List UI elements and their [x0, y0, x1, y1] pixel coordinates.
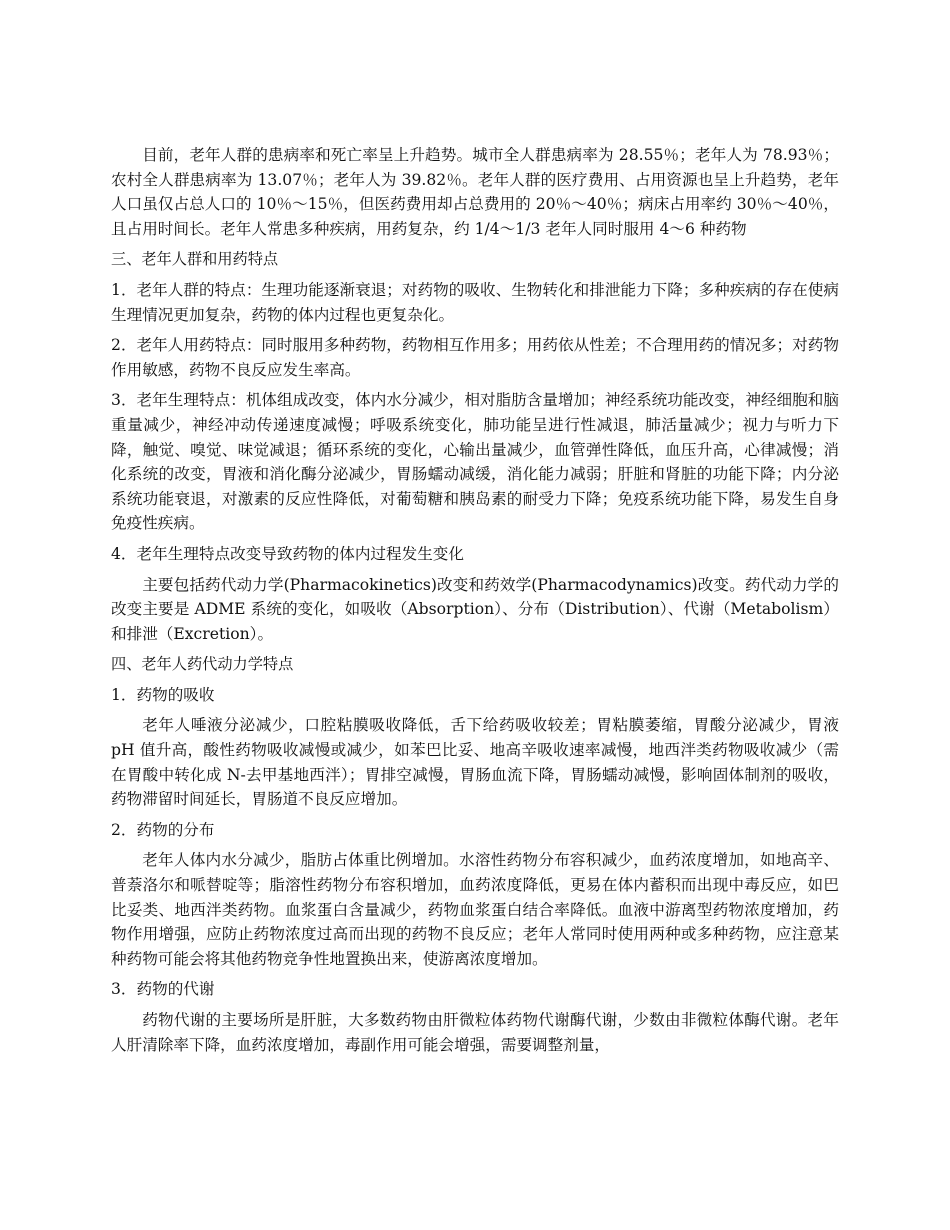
subheading-distribution: 2．药物的分布	[111, 820, 215, 839]
document-page	[111, 143, 839, 1063]
paragraph-physiology-traits: 3．老年生理特点：机体组成改变，体内水分减少，相对脂肪含量增加；神经系统功能改变，神经细胞和脑重量减少，神经冲动传递速度减慢；呼吸系统变化，肺功能呈进行性减退，肺活量减少；视力与听力下降，触觉、嗅觉、味觉减退；循环系统的变化，心输出量减少，血管弹性降低，血压升高，心律减慢；消化系统的改变，胃液和消化酶分泌减少，胃肠蠕动减缓，消化能力减弱；肝脏和肾脏的功能下降；内分泌系统功能衰退，对激素的反应性降低，对葡萄糖和胰岛素的耐受力下降；免疫系统功能下降，易发生自身免疫性疾病。	[111, 391, 839, 533]
paragraph-medication-traits: 2．老年人用药特点：同时服用多种药物，药物相互作用多；用药依从性差；不合理用药的情况多；对药物作用敏感，药物不良反应发生率高。	[111, 336, 839, 379]
subheading-pk-changes: 4．老年生理特点改变导致药物的体内过程发生变化	[111, 544, 464, 563]
section-heading-4: 四、老年人药代动力学特点	[111, 655, 294, 674]
paragraph-pk-pd: 主要包括药代动力学(Pharmacokinetics)改变和药效学(Pharmacodynamics)改变。药代动力学的改变主要是 ADME 系统的变化，如吸收（Absorption）、分布（Distribution）、代谢（Metabolism）和排泄（Excretion）。	[111, 575, 839, 643]
paragraph-distribution: 老年人体内水分减少，脂肪占体重比例增加。水溶性药物分布容积减少，血药浓度增加，如地高辛、普萘洛尔和哌替啶等；脂溶性药物分布容积增加，血药浓度降低，更易在体内蓄积而出现中毒反应，如巴比妥类、地西泮类药物。血浆蛋白含量减少，药物血浆蛋白结合率降低。血液中游离型药物浓度增加，药物作用增强，应防止药物浓度过高而出现的药物不良反应；老年人常同时使用两种或多种药物，应注意某种药物可能会将其他药物竞争性地置换出来，使游离浓度增加。	[111, 851, 839, 968]
paragraph-metabolism: 药物代谢的主要场所是肝脏，大多数药物由肝微粒体药物代谢酶代谢，少数由非微粒体酶代谢。老年人肝清除率下降，血药浓度增加，毒副作用可能会增强，需要调整剂量，	[111, 1011, 839, 1054]
section-heading-3: 三、老年人群和用药特点	[111, 250, 279, 269]
subheading-absorption: 1．药物的吸收	[111, 685, 215, 704]
paragraph-absorption: 老年人唾液分泌减少，口腔粘膜吸收降低，舌下给药吸收较差；胃粘膜萎缩，胃酸分泌减少，胃液 pH 值升高，酸性药物吸收减慢或减少，如苯巴比妥、地高辛吸收速率减慢，地西泮类药物吸收减少（需在胃酸中转化成 N-去甲基地西泮）；胃排空减慢，胃肠血流下降，胃肠蠕动减慢，影响固体制剂的吸收，药物滞留时间延长，胃肠道不良反应增加。	[111, 716, 839, 809]
subheading-metabolism: 3．药物的代谢	[111, 980, 215, 999]
paragraph-disease-rates: 目前，老年人群的患病率和死亡率呈上升趋势。城市全人群患病率为 28.55％；老年人为 78.93％；农村全人群患病率为 13.07％；老年人为 39.82％。老年人群的医疗费用、占用资源也呈上升趋势，老年人口虽仅占总人口的 10％～15％，但医药费用却占总费用的 20％～40％；病床占用率约 30％～40％，且占用时间长。老年人常患多种疾病，用药复杂，约 1/4～1/3 老年人同时服用 4～6 种药物	[111, 146, 839, 238]
paragraph-elderly-traits: 1．老年人群的特点：生理功能逐渐衰退；对药物的吸收、生物转化和排泄能力下降；多种疾病的存在使病生理情况更加复杂，药物的体内过程也更复杂化。	[111, 280, 839, 324]
